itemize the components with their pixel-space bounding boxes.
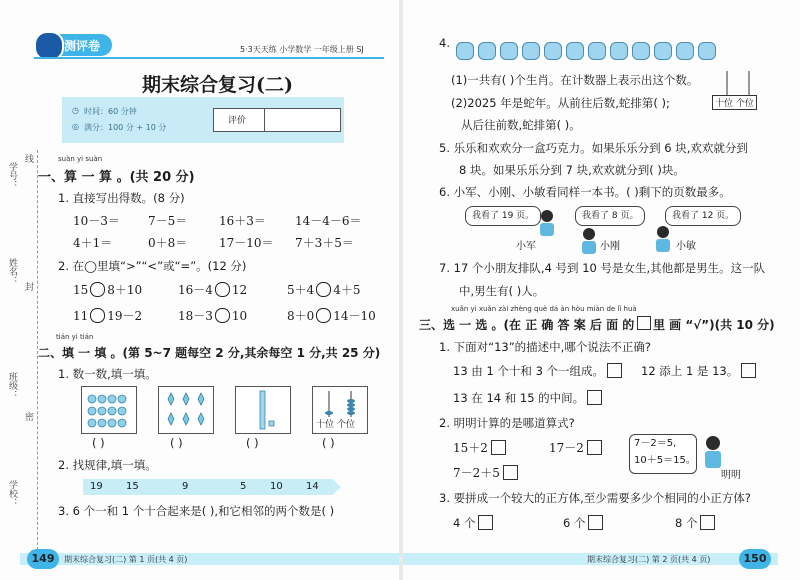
c1-option-c: 13 在 14 和 15 的中间。 [453,390,602,406]
girl-reading-icon [653,224,673,254]
q3-text: 1. 数一数,填一填。 [58,367,157,381]
page-number: 149 [27,549,59,569]
c3-a-checkbox[interactable] [478,515,493,530]
header-rule [34,57,384,59]
c3-text: 3. 要拼成一个较大的正方体,至少需要多少个相同的小正方体? [439,491,751,505]
score-label: 评价 [228,116,247,126]
count-picture-2 [158,386,214,434]
q5-line2: 8 块。如果乐乐分到 7 块,欢欢就分到( )块。 [459,163,685,177]
c2-a-checkbox[interactable] [491,440,506,455]
c3-option-b: 6 个 [563,515,603,531]
calc-1: 10－3＝ [73,214,120,228]
footer-text-right: 期末综合复习(二) 第 2 页(共 4 页) [587,555,711,564]
side-label-mi: 密 [23,412,33,421]
medal-icon: ◎ [72,122,79,131]
q7-line2: 中,男生有( )人。 [459,284,545,298]
horse-icon [588,42,606,60]
calc-3: 16＋3＝ [219,214,266,228]
ox-icon [478,42,496,60]
bubble-xiaogang: 我看了 8 页。 [575,206,645,226]
sequence-arrow-2 [233,479,341,495]
snake-icon [566,42,584,60]
test-badge [36,34,112,56]
kid-name-2: 小刚 [600,241,620,252]
time-label: 时间：60 分钟 [84,107,137,116]
compare-2: 16－4 12 [178,283,248,297]
boy-reading-icon [537,208,557,238]
answer-blank-2[interactable]: ( ) [170,436,183,450]
seq2-cell-3: 14 [306,481,319,492]
counter-place-label: 十位 个位 [712,95,757,110]
rooster-icon [654,42,672,60]
c3-c-checkbox[interactable] [700,515,715,530]
calc-4: 14－4－6＝ [295,214,362,228]
section2-title: 二、填 一 填 。(第 5~7 题每空 2 分,其余每空 1 分,共 25 分) [38,346,381,360]
pig-icon [698,42,716,60]
calc-6: 0＋8＝ [148,236,188,250]
q4-part1: (1)一共有( )个生肖。在计数器上表示出这个数。 [451,73,699,87]
compare-4: 11 19－2 [73,309,143,323]
q4-number: 4. [439,36,450,50]
section1-pinyin: suàn yi suàn [58,155,103,163]
c2-option-a: 15＋2 [453,439,506,456]
mingming-name: 明明 [721,470,741,481]
seq1-cell-4: 9 [182,481,189,492]
count-picture-3 [235,386,291,434]
tiger-icon [500,42,518,60]
score-box [213,108,341,132]
full-score-label: 满分：100 分 + 10 分 [84,123,167,132]
c1-text: 1. 下面对“13”的描述中,哪个说法不正确? [439,340,651,354]
side-label-feng: 封 [23,282,33,291]
c1-a-checkbox[interactable] [607,363,622,378]
section3-title-2: 里 画 “√”)(共 10 分) [653,318,775,332]
dragon-icon [544,42,562,60]
counter-frame[interactable] [711,67,765,109]
c3-option-a: 4 个 [453,515,493,531]
side-label-xingming: 姓名： [7,258,17,285]
calc-5: 4＋1＝ [73,236,113,250]
answer-blank-1[interactable]: ( ) [92,436,105,450]
page-number-right: 150 [739,549,771,569]
c2-text: 2. 明明计算的是哪道算式? [439,416,575,430]
count-picture-1 [81,386,137,434]
goat-icon [610,42,628,60]
side-label-banji: 班级： [7,372,17,399]
side-label-xuehao: 学号： [7,162,17,189]
bubble-xiaomin: 我看了 12 页。 [665,206,741,226]
kid-name-1: 小军 [516,241,536,252]
answer-blank-4[interactable]: ( ) [322,436,335,450]
c1-c-checkbox[interactable] [587,390,602,405]
side-label-xuexiao: 学校： [7,480,17,507]
q5-line1: 5. 乐乐和欢欢分一盒巧克力。如果乐乐分到 6 块,欢欢就分到 [439,141,748,155]
clock-icon: ◷ [72,106,79,115]
compare-5: 18－3 10 [178,309,248,323]
q4-text: 2. 找规律,填一填。 [58,458,157,472]
compare-3: 5＋4 4＋5 [287,283,361,297]
section3-box-icon [637,316,651,330]
rat-icon [456,42,474,60]
c2-option-b: 17－2 [549,439,602,456]
mingming-bubble: 7－2＝5, 10＋5＝15。 [629,434,697,474]
mingming-icon [701,434,725,470]
c3-b-checkbox[interactable] [588,515,603,530]
q2-text: 2. 在◯里填“>”“<”或“=”。(12 分) [58,259,247,273]
answer-blank-3[interactable]: ( ) [246,436,259,450]
dog-icon [676,42,694,60]
rabbit-icon [522,42,540,60]
footer-text: 期末综合复习(二) 第 1 页(共 4 页) [64,555,188,564]
bubble-xiaojun: 我看了 19 页。 [465,206,541,226]
section2-pinyin: tián yi tián [56,333,94,341]
q5-text: 3. 6 个一和 1 个十合起来是( ),和它相邻的两个数是( ) [58,504,335,518]
c1-b-checkbox[interactable] [741,363,756,378]
monkey-icon [632,42,650,60]
q4-part2a: (2)2025 年是蛇年。从前往后数,蛇排第( ); [451,96,670,110]
boy2-reading-icon [579,226,599,256]
c1-option-b: 12 添上 1 是 13。 [641,363,756,379]
kid-name-3: 小敏 [676,241,696,252]
q1-text: 1. 直接写出得数。(8 分) [58,191,185,205]
section3-pinyin: xuǎn yi xuǎn zài zhèng què dá àn hòu miàn de lǐ huà [451,305,637,313]
section3-title: 三、选 一 选 。(在 正 确 答 案 后 面 的 [419,318,635,332]
calc-7: 17－10＝ [219,236,274,250]
seq2-cell-2: 10 [270,481,283,492]
abacus-place-label: 十位 个位 [316,420,355,430]
q4-part2b: 从后往前数,蛇排第( )。 [461,118,581,132]
seq2-cell-1: 5 [240,481,247,492]
q6-text: 6. 小军、小刚、小敏看同样一本书。( )剩下的页数最多。 [439,185,731,199]
right-page [403,0,800,580]
side-label-xian: 线 [23,154,33,163]
compare-6: 8＋0 14－10 [287,309,376,323]
calc-8: 7＋3＋5＝ [295,236,354,250]
c3-option-c: 8 个 [675,515,715,531]
section1-title: 一、算 一 算 。(共 20 分) [38,170,195,185]
series-label: 5·3天天练 小学数学 一年级上册 SJ [240,45,364,54]
c2-c-checkbox[interactable] [503,465,518,480]
badge-label: 测评卷 [64,39,101,53]
seq1-cell-2: 15 [126,481,139,492]
q7-line1: 7. 17 个小朋友排队,4 号到 10 号是女生,其他都是男生。这一队 [439,261,766,275]
c2-b-checkbox[interactable] [587,440,602,455]
c1-option-a: 13 由 1 个十和 3 个一组成。 [453,363,622,379]
seq1-cell-1: 19 [90,481,103,492]
compare-1: 15 8＋10 [73,283,143,297]
abacus-picture [312,386,368,434]
calc-2: 7－5＝ [148,214,188,228]
page-title: 期末综合复习(二) [142,74,293,96]
c2-option-c: 7－2＋5 [453,464,518,481]
